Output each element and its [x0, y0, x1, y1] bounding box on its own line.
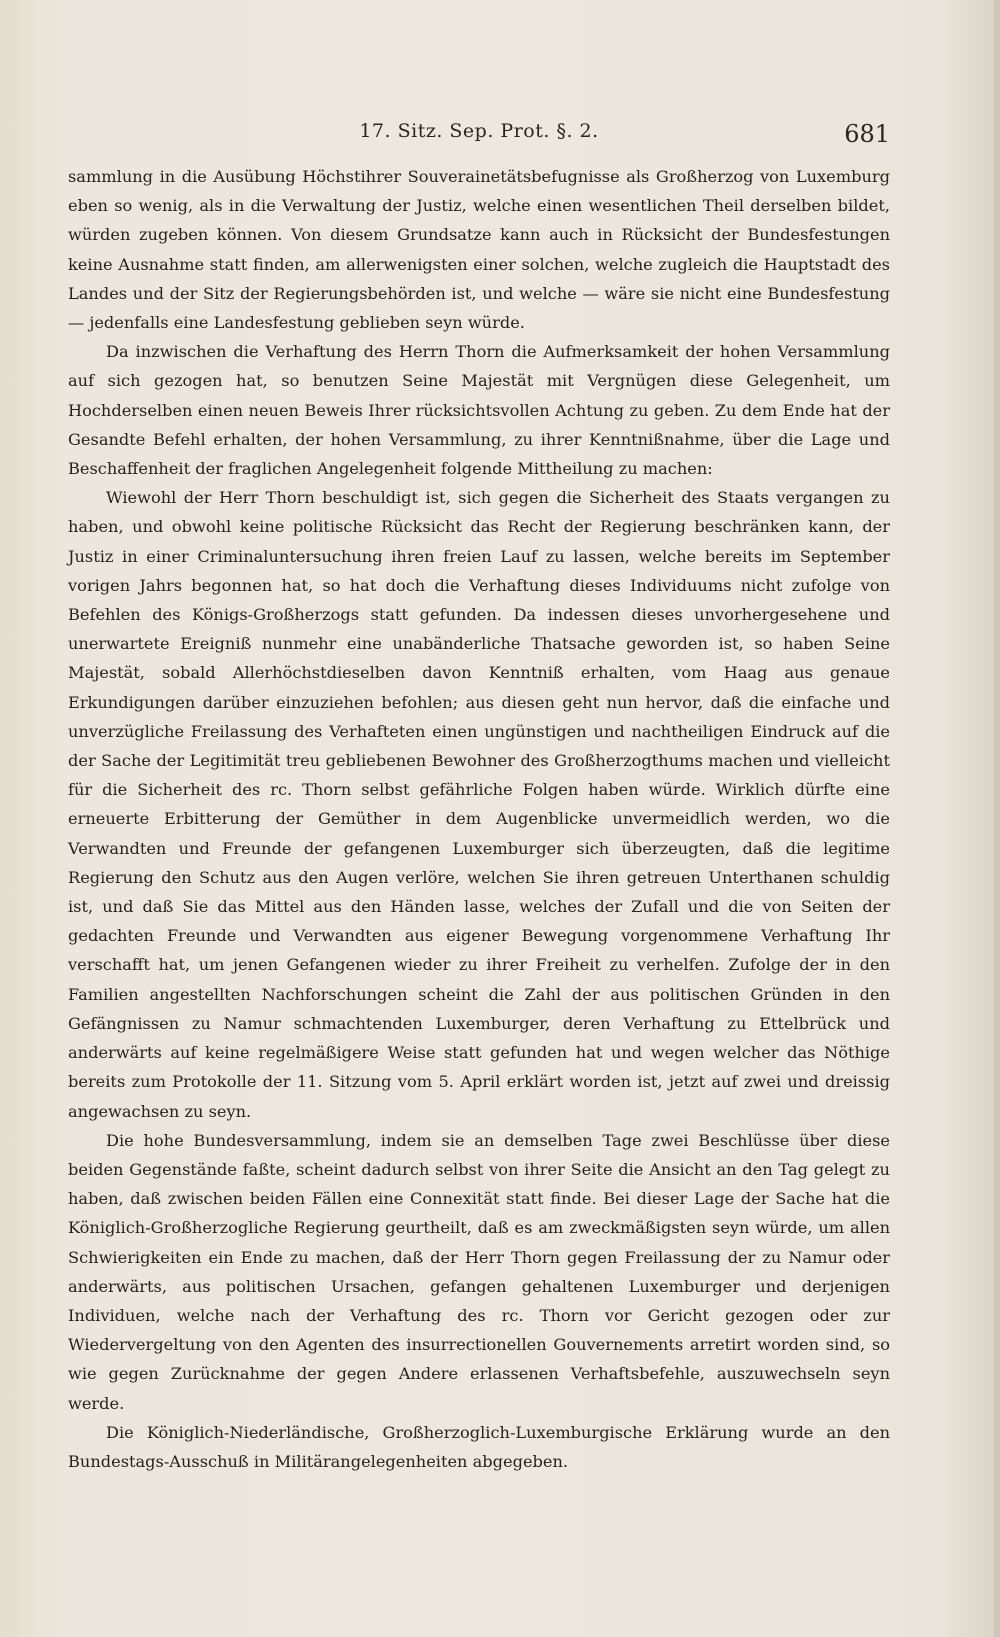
- page-header: [68, 120, 890, 160]
- paragraph-communication: Wiewohl der Herr Thorn beschuldigt ist, sich gegen die Sicherheit des Staats vergangen zu haben, und obwohl keine politische Rücksicht das Recht der Regierung beschränken kann, der Justiz in einer Criminaluntersuchung ihren freien Lauf zu lassen, welche bereits im September vorigen Jahrs begonnen hat, so hat doch die Verhaftung dieses Individuums nicht zufolge von Befehlen des Königs-Großherzogs statt gefunden. Da indessen dieses unvorhergesehene und unerwartete Ereigniß nunmehr eine unabänderliche Thatsache geworden ist, so haben Seine Majestät, sobald Allerhöchstdieselben davon Kenntniß erhalten, vom Haag aus genaue Erkundigungen darüber einzuziehen befohlen; aus diesen geht nun hervor, daß die einfache und unverzügliche Freilassung des Verhafteten einen ungünstigen und nachtheiligen Eindruck auf die der Sache der Legitimität treu gebliebenen Bewohner des Großherzogthums machen und vielleicht für die Sicherheit des rc. Thorn selbst gefährliche Folgen haben würde. Wirklich dürfte eine erneuerte Erbitterung der Gemüther in dem Augenblicke unvermeidlich werden, wo die Verwandten und Freunde der gefangenen Luxemburger sich überzeugten, daß die legitime Regierung den Schutz aus den Augen verlöre, welchen Sie ihren getreuen Unterthanen schuldig ist, und daß Sie das Mittel aus den Händen lasse, welches der Zufall und die von Seiten der gedachten Freunde und Verwandten aus eigener Bewegung vorgenommene Verhaftung Ihr verschafft hat, um jenen Gefangenen wieder zu ihrer Freiheit zu verhelfen. Zufolge der in den Familien angestellten Nachforschungen scheint die Zahl der aus politischen Gründen in den Gefängnissen zu Namur schmachtenden Luxemburger, deren Verhaftung zu Ettelbrück und anderwärts auf keine regelmäßigere Weise statt gefunden hat und wegen welcher das Nöthige bereits zum Protokolle der 11. Sitzung vom 5. April erklärt worden ist, jetzt auf zwei und dreissig angewachsen zu seyn.: [68, 488, 890, 1121]
- paragraph-arrest-notice: Da inzwischen die Verhaftung des Herrn Thorn die Aufmerksamkeit der hohen Versammlung auf sich gezogen hat, so benutzen Seine Majestät mit Vergnügen diese Gelegenheit, um Hochderselben einen neuen Beweis Ihrer rücksichtsvollen Achtung zu geben. Zu dem Ende hat der Gesandte Befehl erhalten, der hohen Versammlung, zu ihrer Kenntnißnahme, über die Lage und Beschaffenheit der fraglichen Angelegenheit folgende Mittheilung zu machen:: [68, 342, 890, 479]
- paragraph-referral: Die Königlich-Niederländische, Großherzoglich-Luxemburgische Erklärung wurde an den Bundestags-Ausschuß in Militärangelegenheiten abgegeben.: [68, 1422, 890, 1471]
- page-number: 681: [844, 120, 890, 148]
- paragraph-exchange-proposal: Die hohe Bundesversammlung, indem sie an demselben Tage zwei Beschlüsse über diese beiden Gegenstände faßte, scheint dadurch selbst von ihrer Seite die Ansicht an den Tag gelegt zu haben, daß zwischen beiden Fällen eine Connexität statt finde. Bei dieser Lage der Sache hat die Königlich-Großherzogliche Regierung geurtheilt, daß es am zweckmäßigsten seyn würde, um allen Schwierigkeiten ein Ende zu machen, daß der Herr Thorn gegen Freilassung der zu Namur oder anderwärts, aus politischen Ursachen, gefangen gehaltenen Luxemburger und derjenigen Individuen, welche nach der Verhaftung des rc. Thorn vor Gericht gezogen oder zur Wiedervergeltung von den Agenten des insurrectionellen Gouvernements arretirt worden sind, so wie gegen Zurücknahme der gegen Andere erlassenen Verhaftsbefehle, auszuwechseln seyn werde.: [68, 1130, 890, 1413]
- page-edge-shadow: [994, 0, 1000, 1637]
- paragraph-continuation: sammlung in die Ausübung Höchstihrer Souverainetätsbefugnisse als Großherzog von Luxemburg eben so wenig, als in die Verwaltung der Justiz, welche einen wesentlichen Theil derselben bildet, würden zugeben können. Von diesem Grundsatze kann auch in Rücksicht der Bundesfestungen keine Ausnahme statt finden, am allerwenigsten einer solchen, welche zugleich die Hauptstadt des Landes und der Sitz der Regierungsbehörden ist, und welche — wäre sie nicht eine Bundesfestung — jedenfalls eine Landesfestung geblieben seyn würde.: [68, 167, 890, 333]
- body-text: [68, 162, 890, 1476]
- running-head: 17. Sitz. Sep. Prot. §. 2.: [359, 120, 599, 142]
